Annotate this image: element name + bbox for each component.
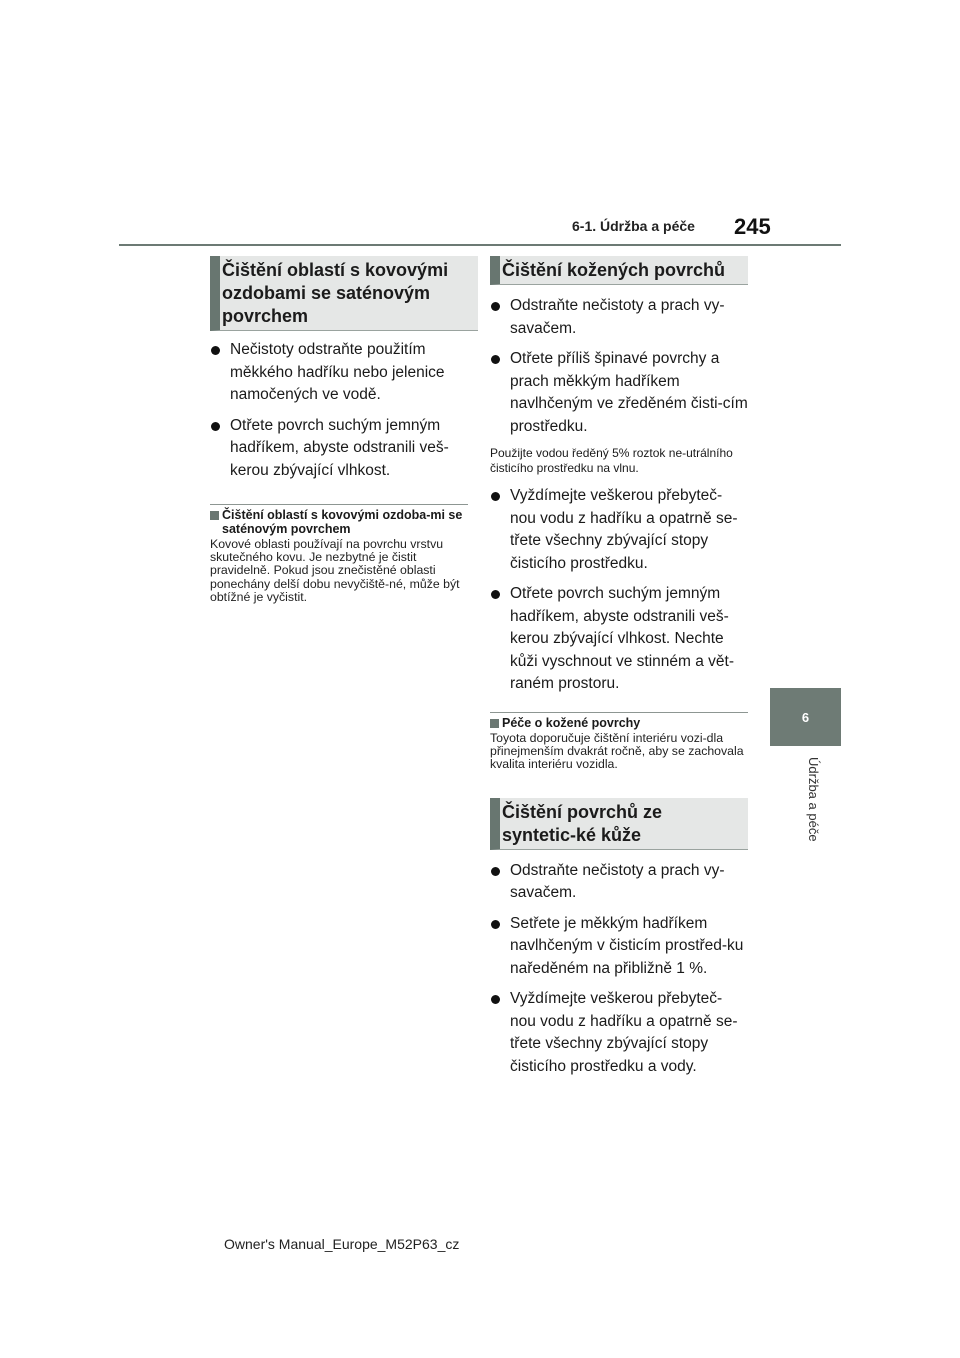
satin-metal-steps — [210, 339, 468, 482]
section-title: 6-1. Údržba a péče — [572, 218, 695, 234]
list-item: Odstraňte nečistoty a prach vy-savačem. — [490, 295, 748, 340]
note-body: Kovové oblasti používají na povrchu vrstvu skutečného kovu. Je nezbytné je čistit pravidelně. Pokud jsou znečistěné oblasti ponechány delší dobu nevyčiště-né, může být obtížné je vyčistit. — [210, 537, 460, 604]
page-number: 245 — [734, 214, 771, 239]
leather-note: Použijte vodou ředěný 5% roztok ne-utrálního čisticího prostředku na vlnu. — [490, 446, 733, 475]
square-bullet-icon — [210, 511, 219, 520]
square-bullet-icon — [490, 719, 499, 728]
satin-metal-note — [210, 504, 468, 604]
leather-steps-a — [490, 295, 748, 438]
note-heading: Čištění oblastí s kovovými ozdoba-mi se saténovým povrchem — [222, 508, 463, 536]
footer-text: Owner's Manual_Europe_M52P63_cz — [224, 1236, 460, 1252]
list-item: Setřete je měkkým hadříkem navlhčeným v čisticím prostřed-ku naředěném na přibližně 1 %. — [490, 913, 748, 981]
leather-care-note — [490, 712, 748, 772]
list-item: Odstraňte nečistoty a prach vy-savačem. — [490, 860, 748, 905]
note-heading: Péče o kožené povrchy — [502, 715, 641, 730]
list-item: Otřete povrch suchým jemným hadříkem, abyste odstranili veš-kerou zbývající vlhkost. — [210, 415, 468, 483]
list-item: Vyždímejte veškerou přebyteč-nou vodu z hadříku a opatrně se-třete všechny zbývající stopy čisticího prostředku a vody. — [490, 988, 748, 1078]
list-item: Nečistoty odstraňte použitím měkkého hadříku nebo jelenice namočených ve vodě. — [210, 339, 468, 407]
heading-leather: Čištění kožených povrchů — [490, 256, 748, 285]
heading-synthetic-leather: Čištění povrchů ze syntetic-ké kůže — [490, 798, 748, 850]
chapter-tab[interactable] — [770, 688, 841, 746]
leather-steps-b — [490, 485, 748, 696]
list-item: Otřete příliš špinavé povrchy a prach měkkým hadříkem navlhčeným ve zředěném čisti-cím prostředku. — [490, 348, 748, 438]
right-column — [490, 256, 748, 1086]
heading-satin-metal: Čištění oblastí s kovovými ozdobami se saténovým povrchem — [210, 256, 478, 331]
list-item: Otřete povrch suchým jemným hadříkem, abyste odstranili veš-kerou zbývající vlhkost. Nechte kůži vyschnout ve stinném a vět-raném prostoru. — [490, 583, 748, 696]
note-body: Toyota doporučuje čištění interiéru vozi-dla přinejmenším dvakrát ročně, aby se zachovala kvalita interiéru vozidla. — [490, 731, 744, 772]
header-divider — [119, 244, 841, 246]
chapter-number: 6 — [801, 709, 810, 725]
left-column — [210, 256, 468, 604]
chapter-title: Údržba a péče — [806, 757, 821, 842]
list-item: Vyždímejte veškerou přebyteč-nou vodu z hadříku a opatrně se-třete všechny zbývající stopy čisticího prostředku. — [490, 485, 748, 575]
synthetic-steps — [490, 860, 748, 1079]
